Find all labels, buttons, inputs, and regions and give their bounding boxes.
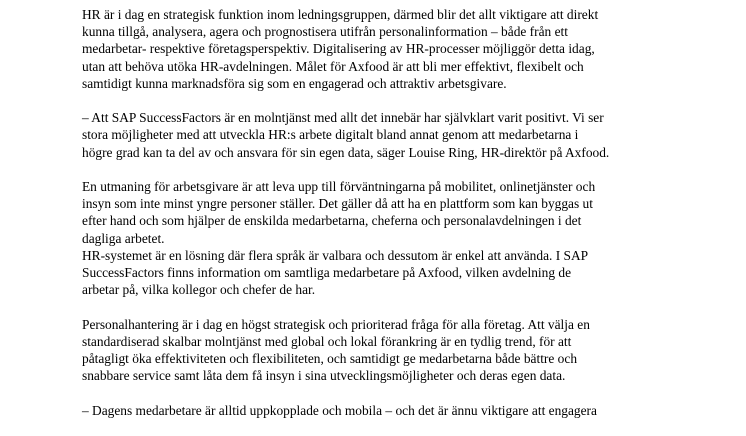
- text-line: HR-systemet är en lösning där flera språk är valbara och dessutom är enkel att använda. I SAP: [82, 247, 589, 263]
- paragraph-todays-employees: [82, 402, 682, 419]
- text-line: arbetar på, vilka kollegor och chefer de har.: [82, 282, 316, 298]
- paragraph-quote-louise-ring: [82, 109, 682, 161]
- text-line: Personalhantering är i dag en högst strategisk och prioriterad fråga för alla företag. Att välja en: [82, 316, 590, 332]
- text-line: samtidigt kunna marknadsföra sig som en engagerad och attraktiv arbetsgivare.: [82, 75, 507, 91]
- text-line: kunna tillgå, analysera, agera och prognostisera utifrån personalinformation – både från ett: [82, 24, 568, 40]
- text-line: SuccessFactors finns information om samtliga medarbetare på Axfood, vilken avdelning de: [82, 265, 572, 281]
- text-line: utan att behöva utöka HR-avdelningen. Målet för Axfood är att bli mer effektivt, flexibelt och: [82, 58, 584, 74]
- text-line: – Dagens medarbetare är alltid uppkopplade och mobila – och det är ännu viktigare att engagera: [82, 402, 597, 418]
- text-line: insyn som inte minst yngre personer ställer. Det gäller då att ha en plattform som kan byggas ut: [82, 196, 593, 212]
- paragraph-employer-challenge: [82, 178, 682, 298]
- text-line: dagliga arbetet.: [82, 230, 165, 246]
- paragraph-hr-strategy: [82, 6, 682, 92]
- text-line: medarbetar- respektive företagsperspektiv. Digitalisering av HR-processer möjliggör detta idag,: [82, 41, 595, 57]
- text-line: påtagligt öka effektiviteten och flexibiliteten, och samtidigt ge medarbetarna både bättre och: [82, 351, 578, 367]
- text-line: En utmaning för arbetsgivare är att leva upp till förväntningarna på mobilitet, onlinetjänster och: [82, 179, 596, 194]
- text-line: standardiserad skalbar molntjänst med global och lokal förankring är en tydlig trend, för att: [82, 333, 572, 349]
- text-line: snabbare service samt låta dem få insyn i sina utvecklingsmöjligheter och deras egen data.: [82, 368, 566, 384]
- document-page: [82, 6, 682, 436]
- paragraph-personnel-management: [82, 316, 682, 385]
- text-line: – Att SAP SuccessFactors är en molntjänst med allt det innebär har självklart varit positivt. Vi ser: [82, 110, 604, 126]
- text-line: stora möjligheter med att utveckla HR:s arbete digitalt bland annat genom att medarbetarna i: [82, 127, 579, 143]
- text-line: högre grad kan ta del av och ansvara för sin egen data, säger Louise Ring, HR-direktör på Axfood.: [82, 144, 610, 160]
- text-line: efter hand och som hjälper de enskilda medarbetarna, cheferna och personalavdelningen i det: [82, 213, 582, 229]
- text-line: HR är i dag en strategisk funktion inom ledningsgruppen, därmed blir det allt viktigare att direkt: [82, 7, 599, 22]
